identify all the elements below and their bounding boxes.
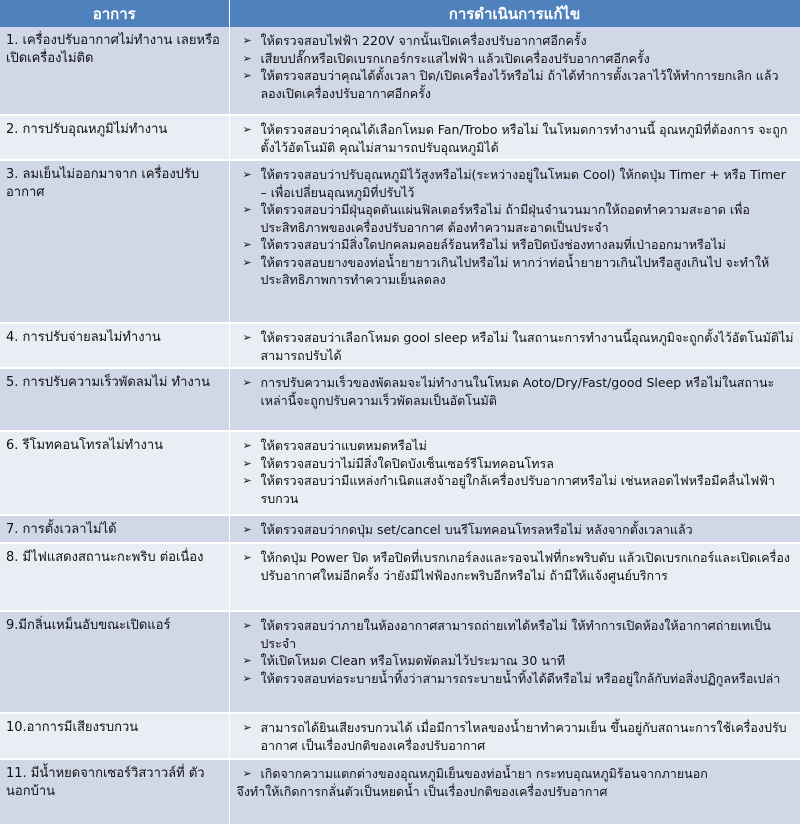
- action-cell: [229, 27, 800, 115]
- table-row: [0, 368, 800, 431]
- arrow-bullet-icon: ➢: [242, 523, 252, 536]
- arrow-bullet-icon: ➢: [242, 51, 252, 65]
- symptom-cell: 4. การปรับจ่ายลมไม่ทำงาน: [0, 323, 229, 368]
- action-item: ➢ เสียบปลั๊กหรือเปิดเบรกเกอร์กระแสไฟฟ้า แล้วเปิดเครื่องปรับอากาศอีกครั้ง: [242, 50, 650, 66]
- action-item: ➢ ให้ตรวจสอบว่าแบตหมดหรือไม่: [242, 438, 427, 453]
- arrow-bullet-icon: ➢: [242, 654, 252, 667]
- action-item: ➢ ให้ตรวจสอบว่าภายในห้องอากาศสามารถถ่ายเทได้หรือไม่ ให้ทำการเปิดห้องให้อากาศถ่ายเทเป็นประจำ: [242, 618, 771, 651]
- action-item: ➢ ให้ตรวจสอบท่อระบายน้ำทิ้งว่าสามารถระบายน้ำทิ้งได้ดีหรือไม่ หรืออยู่ใกล้กับท่อสิ่งปฏิกูลหรือเปล่า: [242, 670, 781, 686]
- action-item: ➢ ให้ตรวจสอบว่าคุณได้ตั้งเวลา ปิด/เปิดเครื่องไว้หรือไม่ ถ้าได้ทำการตั้งเวลาไว้ให้ทำการยกเลิก แล้วลองเปิดเครื่องปรับอากาศอีกครั้ง: [242, 68, 779, 101]
- symptom-cell: 1. เครื่องปรับอากาศไม่ทำงาน เลยหรือเปิดเครื่องไม่ติด: [0, 27, 229, 115]
- action-cell: [229, 759, 800, 825]
- action-item: ➢ การปรับความเร็วของพัดลมจะไม่ทำงานในโหมด Aoto/Dry/Fast/good Sleep หรือไม่ในสถานะเหล่านี้จะถูกปรับความเร็วพัดลมเป็นอัตโนมัติ: [242, 375, 775, 408]
- arrow-bullet-icon: ➢: [242, 721, 252, 734]
- action-item: ➢ สามารถได้ยินเสียงรบกวนได้ เมื่อมีการไหลของน้ำยาทำความเย็น ขึ้นอยู่กับสถานะการใช้เครื่องปรับอากาศ เป็นเรื่องปกติของเครื่องปรับอากาศ: [242, 720, 787, 753]
- symptom-cell: 7. การตั้งเวลาไม่ได้: [0, 515, 229, 543]
- action-cell: [229, 431, 800, 515]
- arrow-bullet-icon: ➢: [242, 474, 252, 487]
- arrow-bullet-icon: ➢: [242, 203, 252, 216]
- arrow-bullet-icon: ➢: [242, 69, 252, 82]
- action-item: ➢ เกิดจากความแตกต่างของอุณหภูมิเย็นของท่อน้ำยา กระทบอุณหภูมิร้อนจากภายนอก: [242, 766, 708, 781]
- table-row: [0, 759, 800, 825]
- symptom-cell: 6. รีโมทคอนโทรลไม่ทำงาน: [0, 431, 229, 515]
- arrow-bullet-icon: ➢: [242, 767, 252, 780]
- symptom-cell: 11. มีน้ำหยดจากเซอร์วิสวาวล์ที่ ตัวนอกบ้าน: [0, 759, 229, 825]
- action-cell: [229, 713, 800, 759]
- table-row: [0, 160, 800, 323]
- action-cell: [229, 543, 800, 611]
- table-header: [0, 0, 800, 27]
- action-item: ➢ ให้ตรวจสอบว่าเลือกโหมด gool sleep หรือไม่ ในสถานะการทำงานนี้อุณหภูมิจะถูกตั้งไว้อัตโนมัติไม่สามารถปรับได้: [242, 330, 794, 363]
- action-cell: [229, 323, 800, 368]
- action-cell: [229, 611, 800, 713]
- action-item: ➢ ให้ตรวจสอบว่ามีแหล่งกำเนิดแสงจ้าอยู่ใกล้เครื่องปรับอากาศหรือไม่ เช่นหลอดไฟหรือมีคลื่นไฟฟ้ารบกวน: [242, 473, 776, 506]
- symptom-cell: 5. การปรับความเร็วพัดลมไม่ ทำงาน: [0, 368, 229, 431]
- action-note: จึงทำให้เกิดการกลั่นตัวเป็นหยดน้ำ เป็นเรื่องปกติของเครื่องปรับอากาศ: [236, 783, 608, 799]
- table-row: [0, 115, 800, 160]
- symptom-cell: 9.มีกลิ่นเหม็นอับขณะเปิดแอร์: [0, 611, 229, 713]
- symptom-cell: 3. ลมเย็นไม่ออกมาจาก เครื่องปรับอากาศ: [0, 160, 229, 323]
- arrow-bullet-icon: ➢: [242, 255, 252, 269]
- arrow-bullet-icon: ➢: [242, 439, 252, 452]
- table-row: [0, 27, 800, 115]
- action-item: ➢ ให้ตรวจสอบว่าปรับอุณหภูมิไว้สูงหรือไม่(ระหว่างอยู่ในโหมด Cool) ให้กดปุ่ม Timer + หรือ Timer – เพื่อเปลี่ยนอุณหภูมิที่ปรับไว้: [242, 167, 786, 200]
- action-item: ➢ ให้ตรวจสอบยางของท่อน้ำยายาวเกินไปหรือไม่ หากว่าท่อน้ำยายาวเกินไปหรือสูงเกินไป จะทำให้ประสิทธิภาพการทำความเย็นลดลง: [242, 254, 770, 287]
- table-row: [0, 323, 800, 368]
- action-item: ➢ ให้ตรวจสอบว่ามีสิ่งใดปกคลมคอยล์ร้อนหรือไม่ หรือปิดบังช่องทางลมที่เป่าออกมาหรือไม่: [242, 237, 726, 252]
- arrow-bullet-icon: ➢: [242, 456, 252, 470]
- arrow-bullet-icon: ➢: [242, 551, 252, 564]
- symptom-cell: 8. มีไฟแสดงสถานะกะพริบ ต่อเนื่อง: [0, 543, 229, 611]
- action-item: ➢ ให้เปิดโหมด Clean หรือโหมดพัดลมไว้ประมาณ 30 นาที: [242, 653, 566, 668]
- arrow-bullet-icon: ➢: [242, 619, 252, 632]
- table-row: [0, 543, 800, 611]
- arrow-bullet-icon: ➢: [242, 34, 252, 47]
- table-row: [0, 515, 800, 543]
- action-item: ➢ ให้ตรวจสอบว่าคุณได้เลือกโหมด Fan/Trobo หรือไม่ ในโหมดการทำงานนี้ อุณหภูมิที่ต้องการ จะถูกตั้งไว้อัตโนมัติ คุณไม่สามารถปรับอุณหภูมิได้: [242, 122, 788, 155]
- table-row: [0, 431, 800, 515]
- symptom-cell: 2. การปรับอุณหภูมิไม่ทำงาน: [0, 115, 229, 160]
- table-row: [0, 713, 800, 759]
- action-item: ➢ ให้ตรวจสอบว่ามีฝุ่นอุดตันแผ่นฟิลเตอร์หรือไม่ ถ้ามีฝุ่นจำนวนมากให้ถอดทำความสะอาด เพื่อประสิทธิภาพของเครื่องปรับอากาศ ต้องทำความสะอาดเป็นประจำ: [242, 202, 750, 235]
- action-item: ➢ ให้ตรวจสอบว่ากดปุ่ม set/cancel บนรีโมทคอนโทรลหรือไม่ หลังจากตั้งเวลาแล้ว: [242, 522, 693, 537]
- action-item: ➢ ให้ตรวจสอบไฟฟ้า 220V จากนั้นเปิดเครื่องปรับอากาศอีกครั้ง: [242, 33, 587, 48]
- arrow-bullet-icon: ➢: [242, 168, 252, 181]
- action-cell: [229, 368, 800, 431]
- action-cell: [229, 160, 800, 323]
- arrow-bullet-icon: ➢: [242, 331, 252, 344]
- table-row: [0, 611, 800, 713]
- symptom-cell: 10.อาการมีเสียงรบกวน: [0, 713, 229, 759]
- action-column-header: การดำเนินการแก้ไข: [229, 0, 800, 27]
- action-item: ➢ ให้กดปุ่ม Power ปิด หรือปิดที่เบรกเกอร์ลงและรอจนไฟที่กะพริบดับ แล้วเปิดเบรกเกอร์และเปิดเครื่องปรับอากาศใหม่อีกครั้ง ว่ายังมีไฟฟ้องกะพริบอีกหรือไม่ ถ้ามีให้แจ้งศูนย์บริการ: [242, 550, 790, 583]
- arrow-bullet-icon: ➢: [242, 671, 252, 685]
- symptom-column-header: อาการ: [0, 0, 229, 27]
- action-cell: [229, 115, 800, 160]
- arrow-bullet-icon: ➢: [242, 376, 252, 389]
- arrow-bullet-icon: ➢: [242, 238, 252, 251]
- action-item: ➢ ให้ตรวจสอบว่าไม่มีสิ่งใดปิดบังเซ็นเซอร์รีโมทคอนโทรล: [242, 455, 554, 471]
- arrow-bullet-icon: ➢: [242, 123, 252, 136]
- action-cell: [229, 515, 800, 543]
